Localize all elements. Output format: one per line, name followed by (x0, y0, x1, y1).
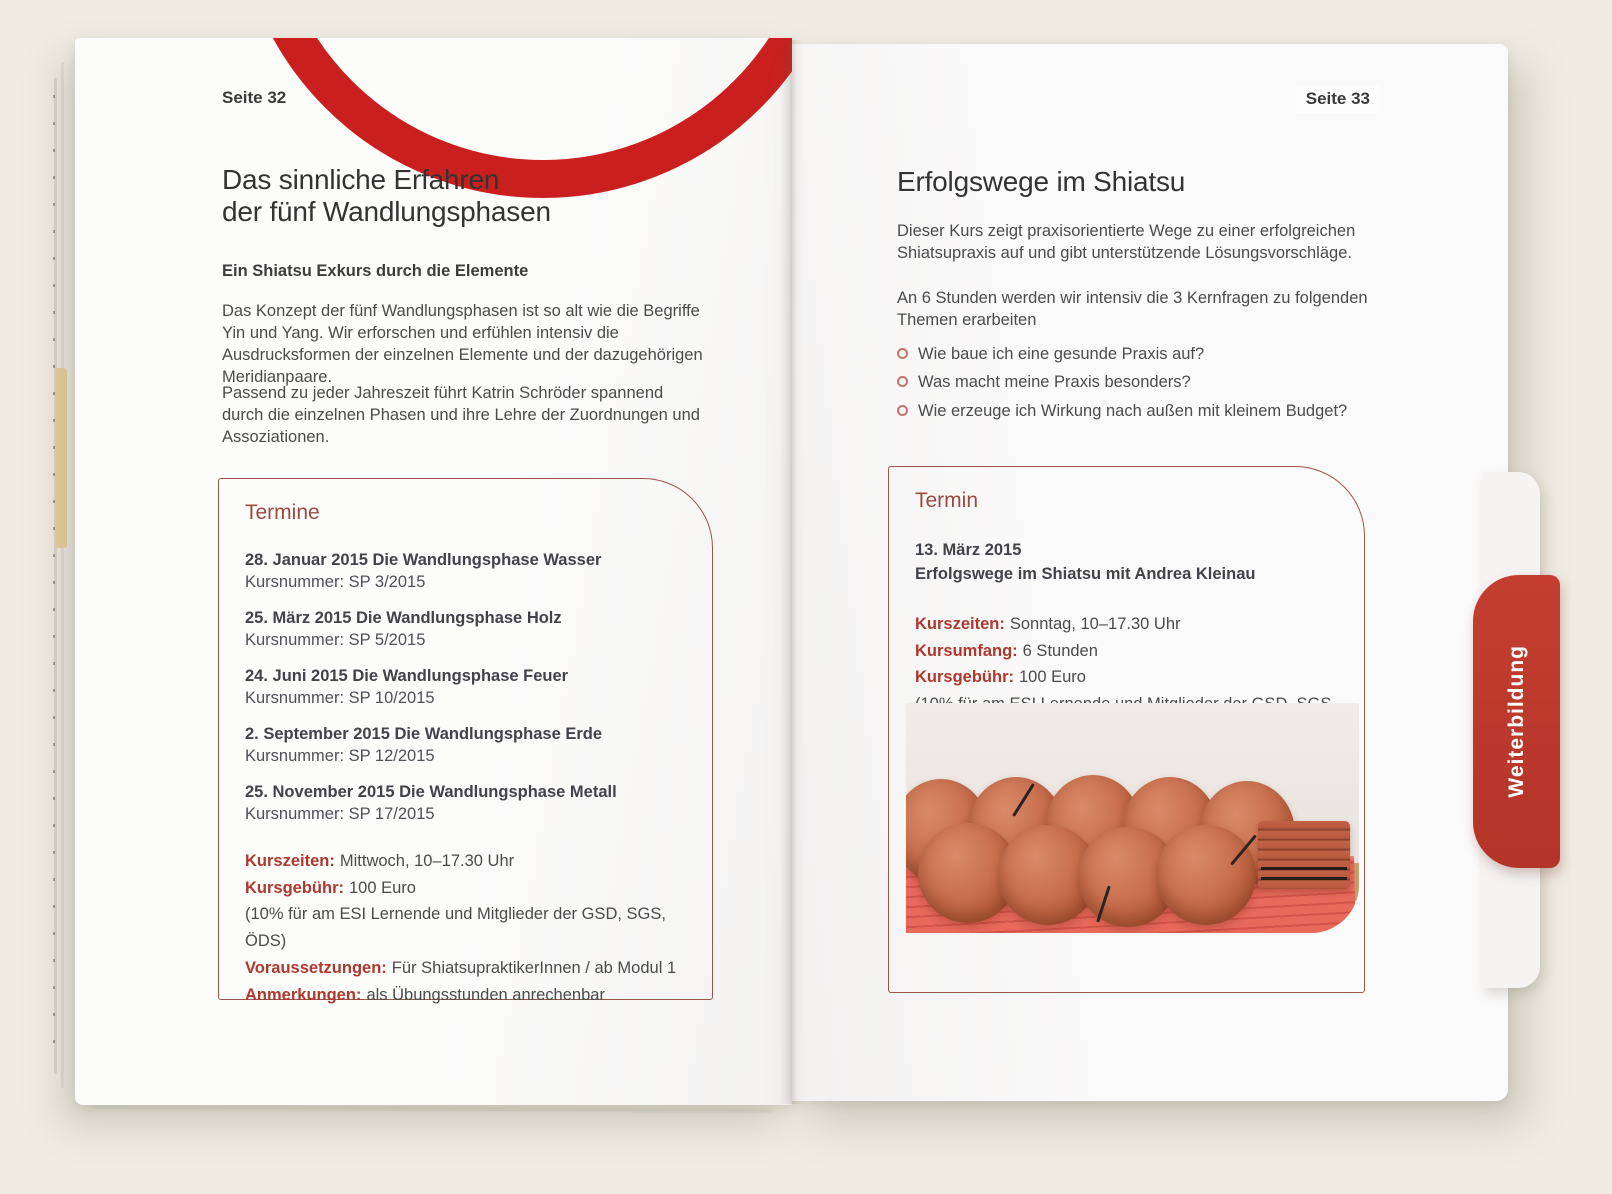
page-number-left: Seite 32 (222, 88, 287, 107)
course-date-title: 28. Januar 2015 Die Wandlungsphase Wasser (245, 551, 602, 569)
course-detail (245, 848, 686, 875)
course-detail-value: 6 Stunden (1022, 641, 1098, 660)
course-detail-label: Kursumfang: (915, 641, 1018, 660)
page-stack-marks (53, 95, 55, 1065)
list-item-text: Wie baue ich eine gesunde Praxis auf? (918, 345, 1205, 363)
ring-bullet-icon (897, 376, 908, 387)
list-item (897, 372, 1347, 393)
list-item-text: Wie erzeuge ich Wirkung nach außen mit kleinem Budget? (918, 401, 1348, 420)
termin-date: 13. März 2015 (915, 541, 1022, 559)
course-detail-label: Voraussetzungen: (245, 958, 387, 977)
course-detail-value: Für ShiatsupraktikerInnen / ab Modul 1 (391, 958, 677, 977)
right-page (792, 44, 1508, 1101)
left-title-line1: Das sinnliche Erfahren (222, 164, 500, 195)
course-number: Kursnummer: SP 10/2015 (245, 689, 435, 707)
course-detail (245, 875, 686, 902)
course-date-item (245, 667, 686, 708)
course-detail-value: 100 Euro (1019, 668, 1086, 687)
left-title-line2: der fünf Wandlungsphasen (222, 196, 551, 228)
course-date-title: 25. März 2015 Die Wandlungsphase Holz (245, 609, 562, 627)
list-item-text: Was macht meine Praxis besonders? (918, 373, 1191, 392)
course-detail-value: 100 Euro (349, 878, 416, 897)
left-page (75, 38, 792, 1105)
course-detail (245, 955, 686, 982)
right-page-title: Erfolgswege im Shiatsu (897, 166, 1186, 197)
course-date-title: 24. Juni 2015 Die Wandlungsphase Feuer (245, 667, 569, 685)
course-detail-value: Sonntag, 10–17.30 Uhr (1009, 614, 1181, 633)
question-list (897, 344, 1347, 429)
course-date-title: 25. November 2015 Die Wandlungsphase Metall (245, 783, 617, 801)
course-detail-label: Kurszeiten: (245, 852, 335, 870)
page-stack-color-tab (55, 368, 67, 548)
ring-bullet-icon (897, 348, 908, 359)
page-stack-edge (68, 50, 73, 1096)
page-stack-edge (61, 62, 64, 1088)
left-paragraph-2: Passend zu jeder Jahreszeit führt Katrin Schröder spannend durch die einzelnen Phasen und ihre Lehre der Zuordnungen und Assoziationen. (222, 384, 700, 447)
course-number: Kursnummer: SP 17/2015 (245, 805, 435, 823)
termin-course: Erfolgswege im Shiatsu mit Andrea Kleinau (915, 564, 1256, 583)
left-page-subtitle: Ein Shiatsu Exkurs durch die Elemente (222, 262, 529, 280)
ring-bullet-icon (897, 405, 908, 416)
course-detail-value: (10% für am ESI Lernende und Mitglieder der GSD, SGS, ÖDS) (245, 905, 666, 951)
course-number: Kursnummer: SP 3/2015 (245, 573, 426, 591)
chapter-tab-label: Weiterbildung (1504, 645, 1528, 798)
termin-box (888, 466, 1365, 993)
left-page-title (222, 164, 551, 229)
chapter-tab-weiterbildung (1473, 575, 1560, 868)
course-number: Kursnummer: SP 5/2015 (245, 631, 426, 649)
course-date-item (245, 551, 686, 592)
course-detail (915, 638, 1338, 665)
course-date-item (245, 725, 686, 766)
course-detail (245, 982, 686, 1009)
termine-heading: Termine (245, 501, 320, 524)
course-detail-value: Mittwoch, 10–17.30 Uhr (339, 852, 515, 870)
page-bottom-edge (92, 1105, 772, 1113)
course-detail-value: als Übungsstunden anrechenbar (366, 985, 605, 1004)
course-date-item (245, 783, 686, 824)
left-paragraph-1: Das Konzept der fünf Wandlungsphasen ist so alt wie die Begriffe Yin und Yang. Wir erforschen und erfühlen intensiv die Ausdrucksformen der einzelnen Elemente und der dazugehörigen Meridianpaare. (222, 302, 703, 387)
course-details (245, 848, 686, 1008)
course-detail-label: Kursgebühr: (915, 668, 1014, 687)
right-paragraph-1: Dieser Kurs zeigt praxisorientierte Wege zu einer erfolgreichen Shiatsupraxis auf und gibt unterstützende Lösungsvorschläge. (897, 222, 1356, 263)
course-detail-label: Kurszeiten: (915, 614, 1005, 633)
course-date-item (245, 609, 686, 650)
right-paragraph-2: An 6 Stunden werden wir intensiv die 3 Kernfragen zu folgenden Themen erarbeiten (897, 289, 1368, 330)
photo-futon-roll (1156, 825, 1256, 925)
termine-box (218, 478, 713, 1004)
course-detail-label: Kursgebühr: (245, 878, 344, 897)
course-detail-label: Anmerkungen: (245, 985, 362, 1004)
course-photo (906, 703, 1359, 933)
course-detail (245, 901, 686, 954)
course-date-title: 2. September 2015 Die Wandlungsphase Erde (245, 725, 603, 743)
course-detail (915, 664, 1338, 691)
list-item (897, 401, 1347, 422)
photo-folded-blanket-stack (1258, 821, 1350, 889)
page-number-right: Seite 33 (1296, 86, 1380, 113)
course-number: Kursnummer: SP 12/2015 (245, 747, 435, 765)
termin-heading: Termin (915, 489, 979, 512)
list-item (897, 344, 1347, 365)
course-detail (915, 611, 1338, 638)
